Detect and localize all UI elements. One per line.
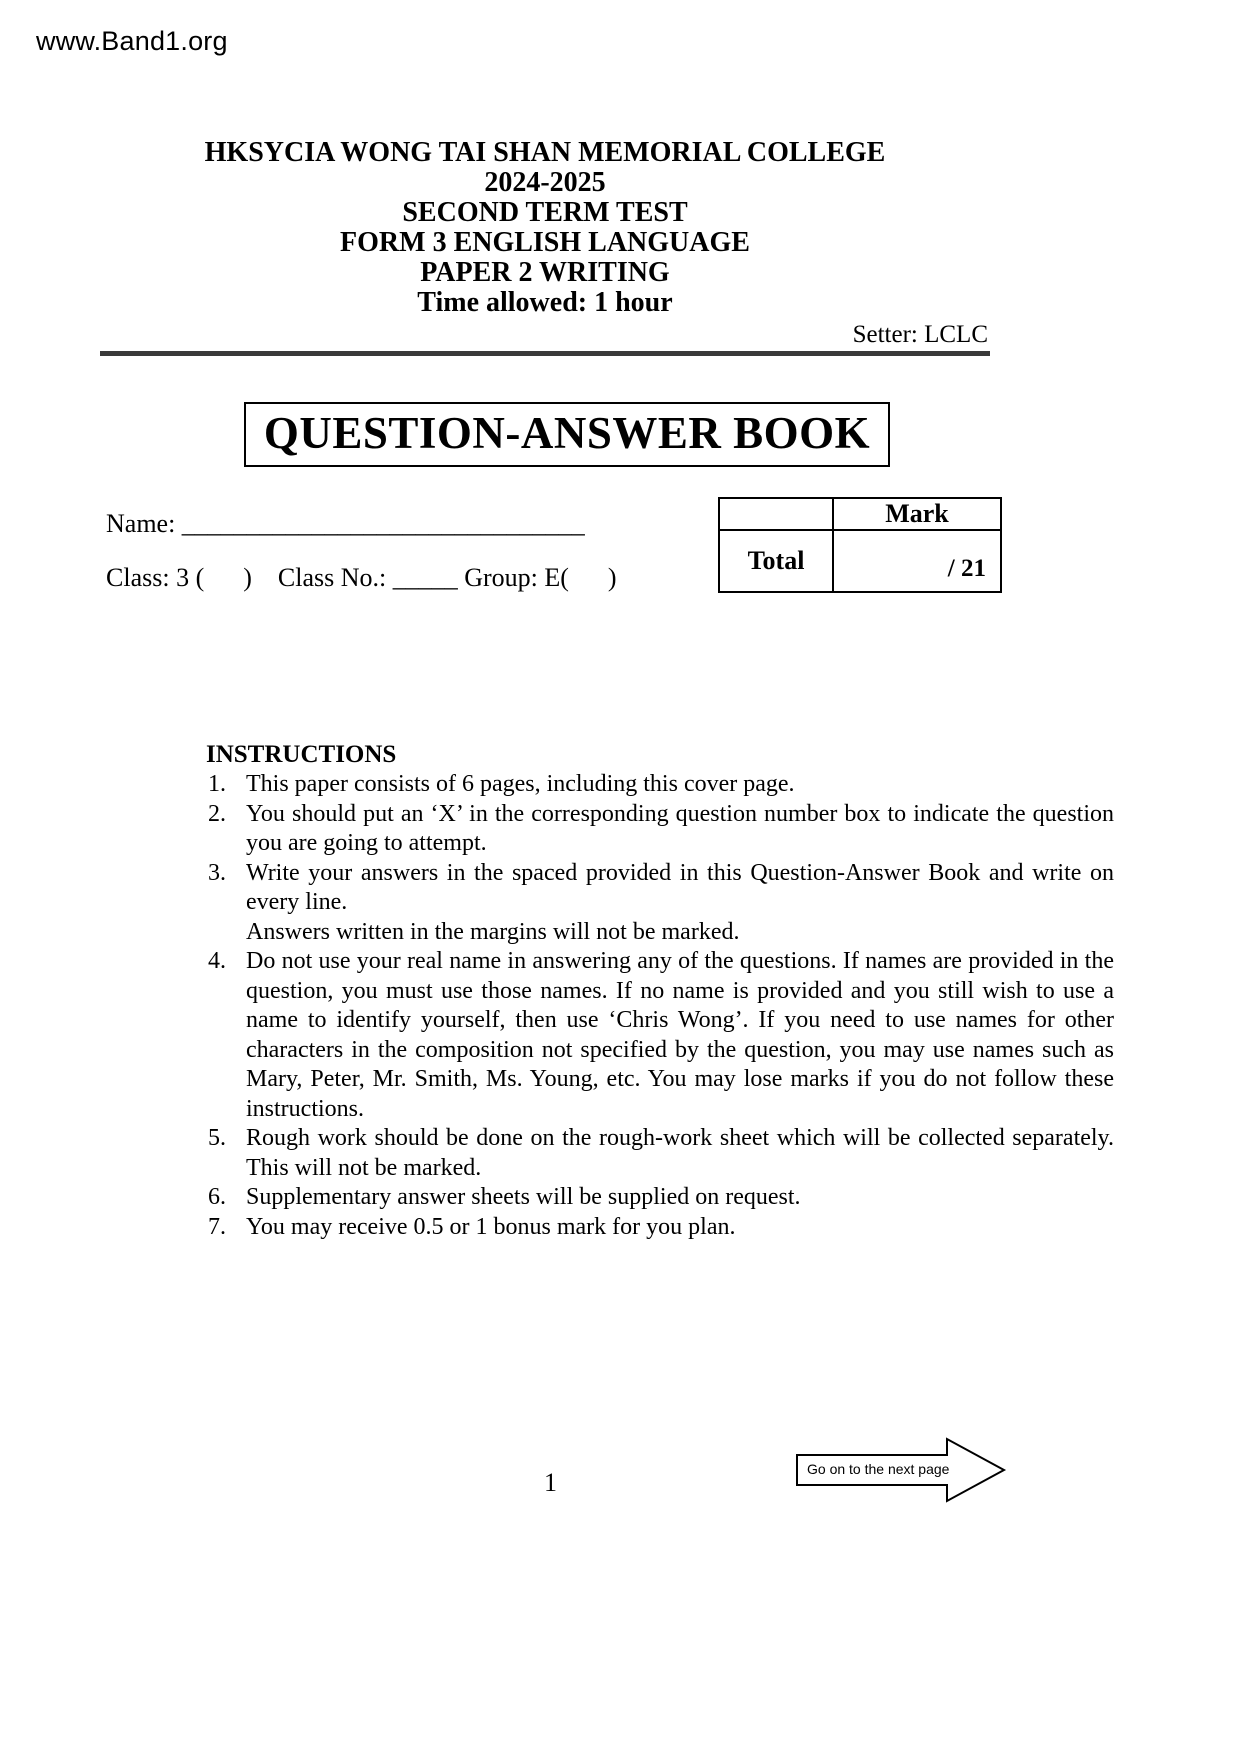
page-number: 1: [544, 1468, 557, 1497]
school-year: 2024-2025: [484, 167, 606, 198]
instruction-item: [206, 770, 1114, 800]
document-title: QUESTION-ANSWER BOOK: [263, 408, 871, 458]
name-field: Name: _______________________________: [106, 509, 585, 538]
instruction-number: 7.: [208, 1213, 226, 1240]
test-name: SECOND TERM TEST: [402, 197, 688, 228]
instruction-number: 6.: [208, 1184, 226, 1210]
time-allowed: Time allowed: 1 hour: [417, 287, 673, 318]
instruction-text: You may receive 0.5 or 1 bonus mark for you plan.: [246, 1213, 736, 1240]
subject-name: FORM 3 ENGLISH LANGUAGE: [340, 227, 750, 258]
instructions-list: [206, 770, 1114, 1242]
instruction-item: [206, 1183, 1114, 1213]
header-rule: [100, 351, 990, 356]
class-field: Class: 3 ( ) Class No.: _____ Group: E( ): [106, 563, 617, 592]
instruction-text: Write your answers in the spaced provided in this Question-Answer Book and write on every line. Answers written in the margins will not be marked.: [246, 859, 1114, 945]
total-score: / 21: [833, 530, 1001, 592]
instruction-item: [206, 1124, 1114, 1183]
instruction-number: 1.: [208, 771, 226, 797]
instruction-text: This paper consists of 6 pages, including this cover page.: [246, 771, 795, 797]
content-area: [100, 0, 1114, 1242]
mark-table: [718, 497, 1002, 593]
instruction-item: [206, 1213, 1114, 1243]
mark-column-header: Mark: [833, 498, 1001, 530]
paper-name: PAPER 2 WRITING: [420, 257, 670, 288]
instruction-number: 3.: [208, 859, 226, 886]
instruction-item: [206, 800, 1114, 859]
instruction-item: [206, 947, 1114, 1124]
instruction-number: 5.: [208, 1125, 226, 1151]
instruction-text: Rough work should be done on the rough-work sheet which will be collected separately. This will not be marked.: [246, 1125, 1114, 1181]
instruction-text: You should put an ‘X’ in the corresponding question number box to indicate the question you are going to attempt.: [246, 800, 1114, 856]
instruction-item: [206, 859, 1114, 948]
mark-table-empty-cell: [719, 498, 833, 530]
next-page-label: Go on to the next page: [807, 1461, 950, 1477]
next-page-arrow: [795, 1436, 1007, 1504]
total-label: Total: [719, 530, 833, 592]
instruction-text: Supplementary answer sheets will be supplied on request.: [246, 1184, 801, 1210]
site-watermark: www.Band1.org: [36, 26, 228, 56]
instructions-section: [206, 740, 1114, 1242]
instructions-heading: INSTRUCTIONS: [206, 741, 397, 768]
instruction-number: 2.: [208, 800, 226, 827]
title-box: [244, 402, 890, 467]
instruction-number: 4.: [208, 948, 226, 974]
document-header: [100, 0, 990, 356]
setter-label: Setter: LCLC: [852, 321, 988, 348]
instruction-text: Do not use your real name in answering any of the questions. If names are provided in the question, you must use those names. If no name is provided and you still wish to use a name to identify yourself, then use ‘Chris Wong’. If you need to use names for other characters in the composition not specified by the question, you may use names such as Mary, Peter, Mr. Smith, Ms. Young, etc. You may lose marks if you do not follow these instructions.: [246, 948, 1114, 1122]
school-name: HKSYCIA WONG TAI SHAN MEMORIAL COLLEGE: [204, 137, 886, 168]
